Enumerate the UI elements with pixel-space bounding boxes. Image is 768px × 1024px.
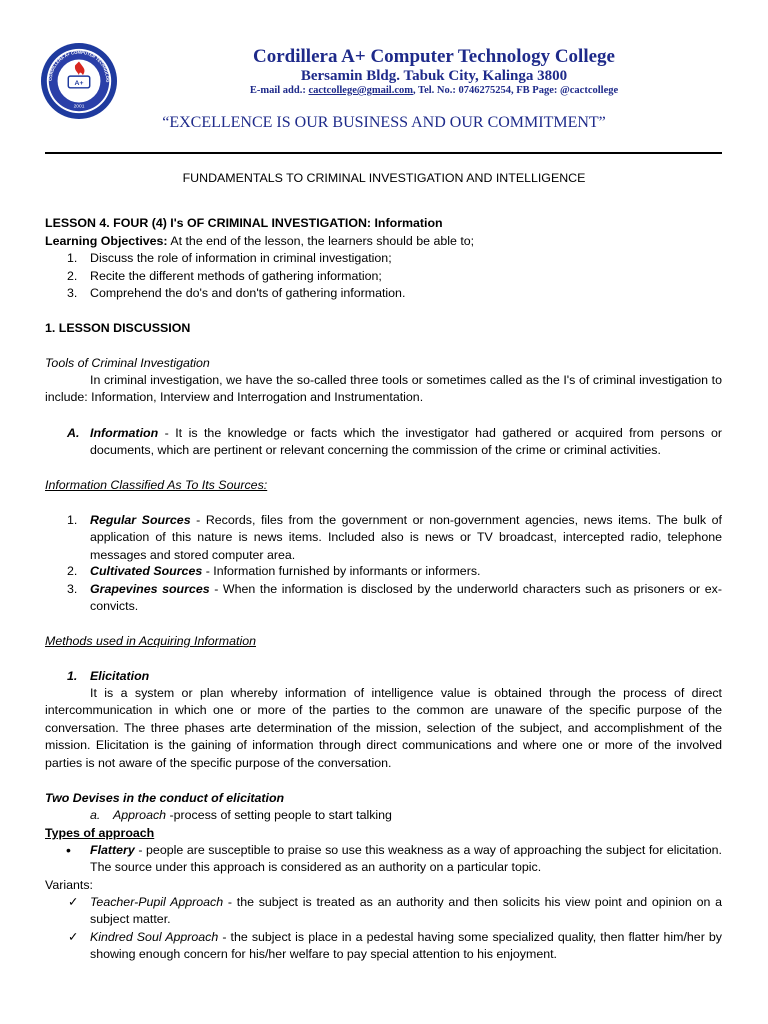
lesson-title: LESSON 4. FOUR (4) I's OF CRIMINAL INVESTIGATION: Information: [45, 216, 443, 230]
objectives-label: Learning Objectives:: [45, 234, 168, 248]
elicitation-paragraph: It is a system or plan whereby information of intelligence value is obtained through the process of direct intercommunication in which one or more of the parties to the common are unaware of the specific purpose of the conversation. The three phases arte determination of the mission, selection of the subject, and accomplishment of the mission. Elicitation is the gaining of information through direct communications and where one or more of the involved parties is not aware of the specific purpose of the conversation.: [45, 686, 722, 770]
contact-prefix: E-mail add.:: [249, 85, 309, 96]
seal-arc-text: CORDILLERA A+ COMPUTER TECHNOLOG: [47, 49, 111, 83]
source-item: [90, 512, 722, 564]
approach-term: Approach: [113, 808, 167, 822]
college-motto: “EXCELLENCE IS OUR BUSINESS AND OUR COMMITMENT”: [162, 114, 606, 131]
objectives-intro: At the end of the lesson, the learners should be able to;: [167, 234, 475, 248]
source-number: 3.: [67, 582, 78, 596]
objective-number: 1.: [67, 251, 78, 265]
variant-text: - the subject is place in a pedestal having some specialized quality, then flatter him/her by showing enough concern for his/her welfare to pay special attention to his enjoyment.: [90, 930, 722, 962]
college-seal-logo: [40, 42, 118, 120]
seal-year: 2001: [73, 104, 85, 110]
source-item: [90, 581, 722, 616]
variant-text: - the subject is treated as an authority and then solicits his view point and opinion on a subject matter.: [90, 895, 722, 927]
objective-item: Discuss the role of information in criminal investigation;: [90, 251, 392, 265]
methods-heading: Methods used in Acquiring Information: [45, 634, 256, 648]
objective-item: Comprehend the do's and don'ts of gathering information.: [90, 286, 406, 300]
source-number: 1.: [67, 513, 78, 527]
college-contact: [150, 85, 718, 96]
information-text: - It is the knowledge or facts which the investigator had gathered or acquired from persons or documents, which are pertinent or relevant concerning the commission of the crime or criminal activities.: [90, 426, 722, 458]
devises-heading: Two Devises in the conduct of elicitation: [45, 791, 285, 805]
variant-item: [90, 929, 722, 964]
objective-number: 3.: [67, 286, 78, 300]
variants-label: Variants:: [45, 878, 93, 892]
checkmark-icon: ✓: [68, 930, 79, 944]
college-name: Cordillera A+ Computer Technology College: [253, 46, 615, 67]
section-heading: 1. LESSON DISCUSSION: [45, 321, 191, 335]
source-term: Grapevines sources: [90, 582, 210, 596]
information-term: Information: [90, 426, 159, 440]
flattery-item: [90, 842, 722, 877]
college-address: Bersamin Bldg. Tabuk City, Kalinga 3800: [300, 68, 568, 84]
flattery-term: Flattery: [90, 843, 135, 857]
information-definition: [90, 425, 722, 460]
approach-text: -process of setting people to start talking: [166, 808, 392, 822]
tools-heading: Tools of Criminal Investigation: [45, 356, 210, 370]
contact-suffix: , Tel. No.: 0746275254, FB Page: @cactcollege: [413, 85, 619, 96]
source-number: 2.: [67, 564, 78, 578]
email-link[interactable]: cactcollege@gmail.com: [308, 85, 413, 96]
approach-line: [113, 807, 392, 824]
svg-text:A+: A+: [74, 79, 84, 87]
flattery-text: - people are susceptible to praise so use this weakness as a way of approaching the subject for elicitation. The source under this approach is considered as an authority on a particular topic.: [90, 843, 722, 875]
approach-letter: a.: [90, 808, 101, 822]
checkmark-icon: ✓: [68, 895, 79, 909]
source-term: Cultivated Sources: [90, 564, 203, 578]
elicitation-number: 1.: [67, 669, 78, 683]
tools-paragraph: In criminal investigation, we have the so-called three tools or sometimes called as the I's of criminal investigation to include: Information, Interview and Interrogation and Instrumentation.: [45, 373, 722, 405]
objective-number: 2.: [67, 269, 78, 283]
types-heading: Types of approach: [45, 826, 155, 840]
course-title: FUNDAMENTALS TO CRIMINAL INVESTIGATION AND INTELLIGENCE: [182, 171, 586, 185]
variant-item: [90, 894, 722, 929]
source-term: Regular Sources: [90, 513, 191, 527]
source-item: [90, 563, 722, 580]
source-text: - Information furnished by informants or informers.: [202, 564, 481, 578]
objective-item: Recite the different methods of gathering information;: [90, 269, 382, 283]
elicitation-title: Elicitation: [90, 669, 150, 683]
source-text: - Records, files from the government or non-government agencies, news items. The bulk of application of this nature is news items. Included also is news or TV broadcast, intercepted radio, telephone messages and stored computer area.: [90, 513, 722, 562]
learning-objectives-line: [45, 233, 474, 250]
information-letter: A.: [67, 426, 80, 440]
variant-term: Kindred Soul Approach: [90, 930, 219, 944]
header-divider: [45, 152, 722, 154]
source-text: - When the information is disclosed by the underworld characters such as prisoners or ex-convicts.: [90, 582, 722, 614]
bullet-icon: •: [66, 842, 71, 858]
classified-heading: Information Classified As To Its Sources:: [45, 478, 268, 492]
variant-term: Teacher-Pupil Approach: [90, 895, 224, 909]
